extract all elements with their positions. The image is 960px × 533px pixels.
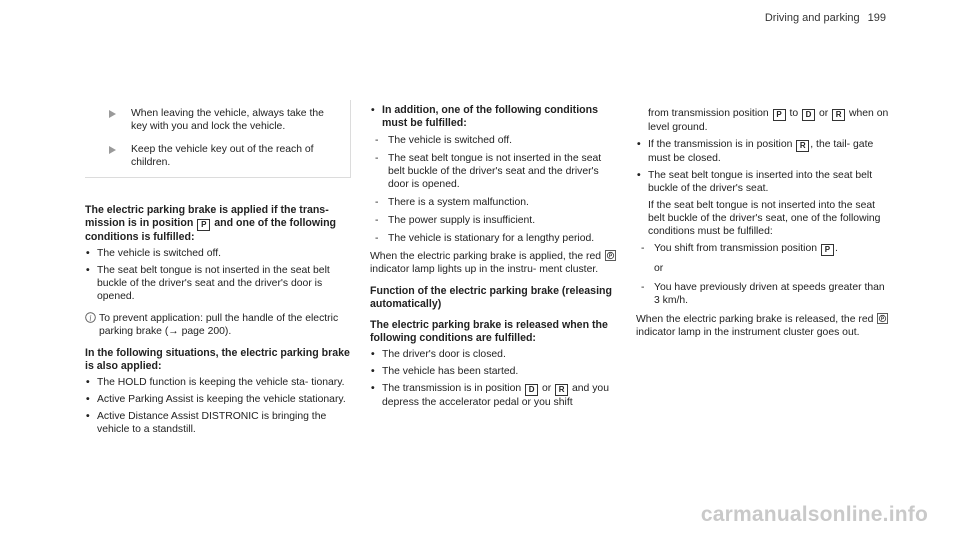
section-heading-applied: The electric parking brake is applied if the trans- mission is in position P and one of the following conditions is fulfilled:	[85, 204, 337, 243]
list-item: • The seat belt tongue is not inserted in the seat belt buckle of the driver's seat and the driver's door is opened.	[86, 265, 330, 302]
list-item: • The vehicle has been started.	[371, 366, 519, 377]
list-item: • The transmission is in position D or R and you depress the accelerator pedal or you shift	[371, 383, 609, 408]
paragraph-continued: from transmission position P to D or R when on level ground.	[648, 108, 889, 133]
svg-text:P: P	[881, 316, 885, 323]
or-separator: or	[654, 263, 664, 274]
list-item: • If the transmission is in position R , the tail- gate must be closed.	[637, 139, 874, 164]
gear-p-key-icon: P	[773, 109, 786, 121]
list-item: • In addition, one of the following conditions must be fulfilled:	[370, 104, 620, 130]
page-number: 199	[867, 12, 886, 24]
info-icon	[85, 312, 96, 327]
list-item: • The seat belt tongue is inserted into the seat belt buckle of the driver's seat. If the seat belt tongue is not inserted into the seat belt buckle of the driver's seat, one of the following conditions must be fulfilled:	[637, 170, 881, 237]
step-arrow-icon	[109, 110, 116, 118]
list-item: - You shift from transmission position P .	[641, 243, 838, 254]
section-heading-function: Function of the electric parking brake (releasing automatically)	[370, 285, 612, 310]
gear-r-key-icon: R	[832, 109, 845, 121]
column-left	[85, 100, 350, 440]
gear-r-key-icon: R	[555, 384, 568, 396]
list-item: - There is a system malfunction.	[375, 197, 529, 208]
parking-brake-indicator-icon	[605, 250, 616, 261]
instruction-step: When leaving the vehicle, always take the key with you and lock the vehicle.	[103, 107, 340, 133]
gear-d-key-icon: D	[802, 109, 815, 121]
list-item: - The seat belt tongue is not inserted in the seat belt buckle of the driver's seat and the driver's door is opened.	[375, 153, 602, 190]
list-item: • Active Distance Assist DISTRONIC is bringing the vehicle to a standstill.	[86, 411, 327, 435]
list-item: • Active Parking Assist is keeping the vehicle stationary.	[86, 394, 346, 405]
list-item: • The vehicle is switched off.	[86, 248, 221, 259]
watermark: carmanualsonline.info	[700, 503, 928, 526]
gear-d-key-icon: D	[525, 384, 538, 396]
section-heading-released: The electric parking brake is released when the following conditions are fulfilled:	[370, 319, 608, 344]
list-item: - You have previously driven at speeds greater than 3 km/h.	[641, 282, 885, 306]
list-item: • The HOLD function is keeping the vehicle sta- tionary.	[86, 377, 345, 388]
step-arrow-icon	[109, 146, 116, 154]
parking-brake-indicator-icon	[877, 313, 888, 324]
tip-note: i To prevent application: pull the handle of the electric parking brake (→ page 200).	[85, 312, 350, 338]
gear-p-key-icon: P	[821, 244, 834, 256]
section-heading-also-applied: In the following situations, the electric parking brake is also applied:	[85, 347, 350, 372]
gear-r-key-icon: R	[796, 140, 809, 152]
svg-text:P: P	[608, 253, 613, 260]
list-item: • The driver's door is closed.	[371, 349, 506, 360]
instruction-step: Keep the vehicle key out of the reach of children.	[103, 143, 340, 169]
instruction-box	[85, 100, 351, 178]
list-item: - The vehicle is stationary for a lengthy period.	[375, 233, 595, 244]
paragraph-applied: When the electric parking brake is applied, the red P indicator lamp lights up in the instru- ment cluster.	[370, 250, 620, 276]
column-right	[636, 107, 891, 343]
list-item: - The vehicle is switched off.	[375, 135, 512, 146]
column-middle	[370, 104, 620, 413]
section-title: Driving and parking	[764, 12, 860, 24]
gear-p-key-icon: P	[197, 219, 210, 231]
svg-text:i: i	[89, 314, 92, 323]
paragraph-released: When the electric parking brake is released, the red P indicator lamp in the instrument cluster goes out.	[636, 313, 891, 339]
page-header	[765, 12, 886, 25]
condition-heading: In addition, one of the following conditions must be fulfilled:	[382, 104, 598, 129]
list-item: - The power supply is insufficient.	[375, 215, 536, 226]
